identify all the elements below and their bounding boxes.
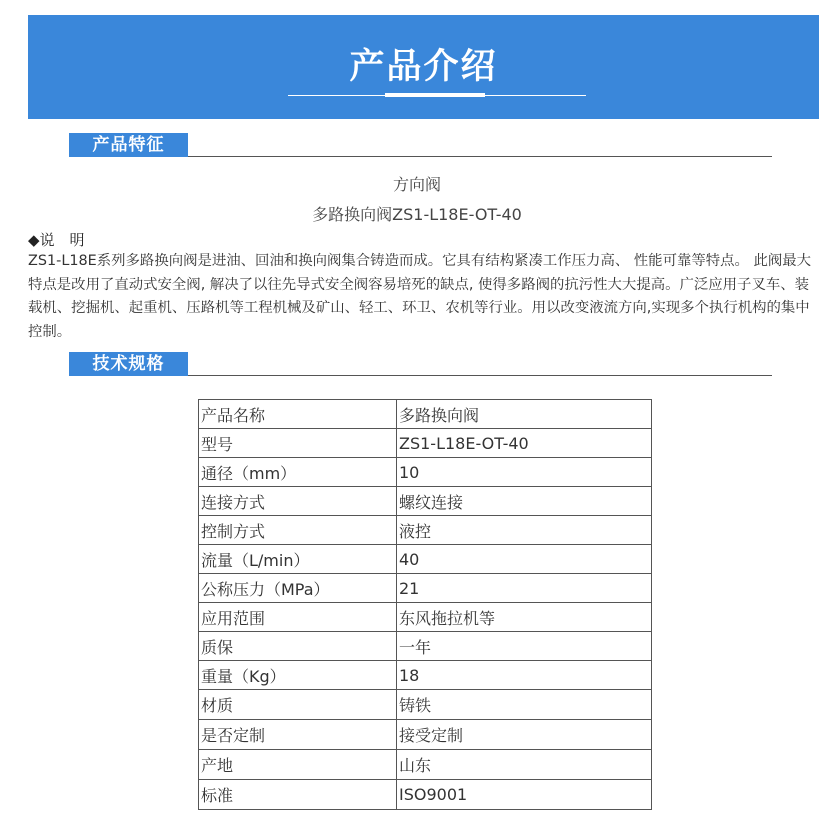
table-row [199,400,652,429]
spec-label: 材质 [199,690,397,720]
spec-value: ISO9001 [397,780,652,810]
table-row [199,661,652,690]
section-rule [188,375,772,376]
header-banner [28,15,819,119]
section-rule [188,156,772,157]
spec-label: 标准 [199,780,397,810]
spec-label: 应用范围 [199,603,397,632]
table-row [199,487,652,516]
spec-table [198,399,652,810]
spec-label: 通径（mm） [199,458,397,487]
spec-value: 21 [397,574,652,603]
spec-label: 流量（L/min） [199,545,397,574]
spec-value: 10 [397,458,652,487]
spec-value: 东风拖拉机等 [397,603,652,632]
table-row [199,720,652,750]
table-row [199,750,652,780]
spec-label: 公称压力（MPa） [199,574,397,603]
spec-value: 铸铁 [397,690,652,720]
section-header-specs [69,352,772,376]
table-row [199,429,652,458]
spec-label: 产地 [199,750,397,780]
table-row [199,458,652,487]
section-header-features [69,133,772,157]
spec-label: 连接方式 [199,487,397,516]
description-label: ◆说 明 [28,231,85,249]
spec-value: 液控 [397,516,652,545]
page-title: 产品介绍 [349,47,498,87]
spec-value: 山东 [397,750,652,780]
spec-label: 型号 [199,429,397,458]
product-subtitle: 多路换向阀ZS1-L18E-OT-40 [312,205,522,224]
spec-label: 质保 [199,632,397,661]
table-row [199,516,652,545]
table-row [199,574,652,603]
spec-label: 是否定制 [199,720,397,750]
spec-value: ZS1-L18E-OT-40 [397,429,652,458]
spec-value: 多路换向阀 [397,400,652,429]
table-row [199,780,652,810]
spec-label: 重量（Kg） [199,661,397,690]
spec-value: 一年 [397,632,652,661]
table-row [199,545,652,574]
table-row [199,690,652,720]
section-tab-specs: 技术规格 [69,352,188,376]
table-row [199,603,652,632]
spec-value: 18 [397,661,652,690]
product-type: 方向阀 [392,175,441,194]
title-underline [385,93,485,97]
spec-label: 控制方式 [199,516,397,545]
section-tab-features: 产品特征 [69,133,188,157]
table-row [199,632,652,661]
description-text: ZS1-L18E系列多路换向阀是进油、回油和换向阀集合铸造而成。它具有结构紧凑工作压力高、 性能可靠等特点。 此阀最大特点是改用了直动式安全阀, 解决了以往先导式安全阀容易培死的缺点, 使得多路阀的抗污性大大提高。广泛应用子叉车、装载机、挖掘机、起重机、压路机等工程机械及矿山、轻工、环卫、农机等行业。用以改变液流方向,实现多个执行机构的集中控制。 [28,253,812,340]
spec-label: 产品名称 [199,400,397,429]
spec-value: 接受定制 [397,720,652,750]
spec-value: 40 [397,545,652,574]
spec-value: 螺纹连接 [397,487,652,516]
